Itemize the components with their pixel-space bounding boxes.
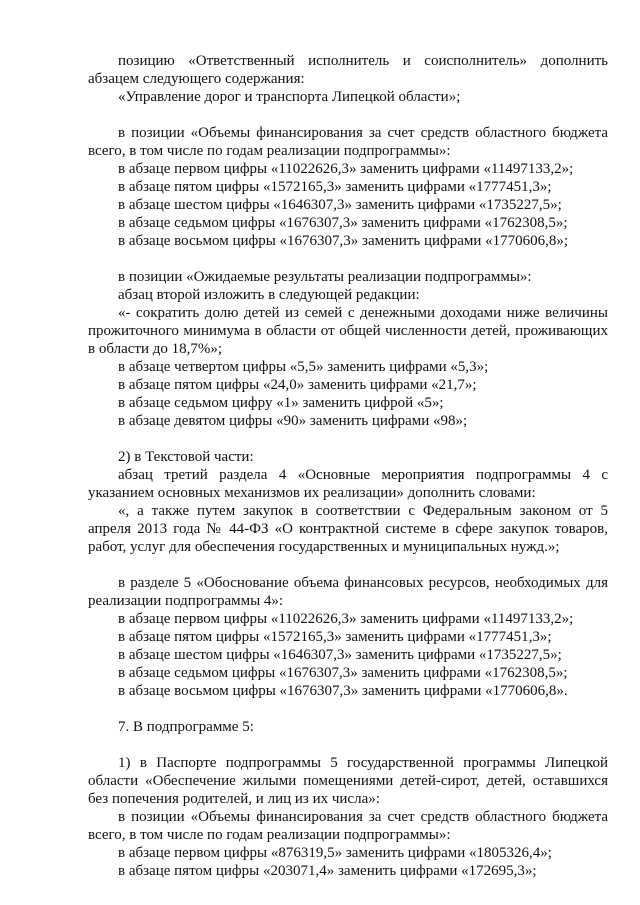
text-paragraph: «, а также путем закупок в соответствии с Федеральным законом от 5 апреля 2013 года № 44-ФЗ «О контрактной системе в сфере закупок товаров, работ, услуг для обеспечения государственных и муниципальных нужд.»; bbox=[88, 503, 608, 555]
text-paragraph: «- сократить долю детей из семей с денежными доходами ниже величины прожиточного минимума в области от общей численности детей, проживающих в области до 18,7%»; bbox=[88, 305, 608, 357]
paragraph-gap bbox=[88, 700, 608, 718]
text-line: в абзаце седьмом цифры «1676307,3» заменить цифрами «1762308,5»; bbox=[118, 215, 568, 231]
text-line: в позиции «Ожидаемые результаты реализации подпрограммы»: bbox=[118, 269, 532, 285]
text-line: абзац второй изложить в следующей редакции: bbox=[118, 287, 420, 303]
text-line: в абзаце четвертом цифры «5,5» заменить цифрами «5,3»; bbox=[118, 359, 489, 375]
paragraph-gap bbox=[88, 430, 608, 448]
text-paragraph: в разделе 5 «Обоснование объема финансовых ресурсов, необходимых для реализации подпрограммы 4»: bbox=[88, 575, 608, 609]
text-line: в абзаце пятом цифры «24,0» заменить цифрами «21,7»; bbox=[118, 377, 477, 393]
text-line: в абзаце пятом цифры «1572165,3» заменить цифрами «1777451,3»; bbox=[118, 629, 552, 645]
text-line: в абзаце девятом цифры «90» заменить цифрами «98»; bbox=[118, 413, 468, 429]
paragraph-gap bbox=[88, 106, 608, 124]
text-paragraph: абзац третий раздела 4 «Основные мероприятия подпрограммы 4 с указанием основных механизмов их реализации» дополнить словами: bbox=[88, 467, 608, 501]
text-line: в абзаце пятом цифры «1572165,3» заменить цифрами «1777451,3»; bbox=[118, 179, 552, 195]
text-line: позицию «Ответственный исполнитель и соисполнитель» дополнить bbox=[118, 53, 608, 69]
text-line: в абзаце восьмом цифры «1676307,3» заменить цифрами «1770606,8». bbox=[118, 683, 568, 699]
text-line: в абзаце шестом цифры «1646307,3» заменить цифрами «1735227,5»; bbox=[118, 197, 562, 213]
text-line: 2) в Текстовой части: bbox=[118, 449, 254, 465]
text-line: абзацем следующего содержания: bbox=[88, 71, 305, 87]
text-line: в абзаце седьмом цифры «1676307,3» заменить цифрами «1762308,5»; bbox=[118, 665, 568, 681]
text-line: в абзаце шестом цифры «1646307,3» заменить цифрами «1735227,5»; bbox=[118, 647, 562, 663]
section-heading: 7. В подпрограмме 5: bbox=[118, 719, 254, 735]
text-line: в абзаце седьмом цифру «1» заменить цифрой «5»; bbox=[118, 395, 444, 411]
paragraph-gap bbox=[88, 250, 608, 268]
text-paragraph: в позиции «Объемы финансирования за счет средств областного бюджета всего, в том числе по годам реализации подпрограммы»: bbox=[88, 809, 608, 843]
paragraph-gap bbox=[88, 736, 608, 754]
text-line: в абзаце пятом цифры «203071,4» заменить цифрами «172695,3»; bbox=[118, 863, 537, 879]
text-line: в абзаце первом цифры «11022626,3» заменить цифрами «11497133,2»; bbox=[118, 161, 574, 177]
document-body bbox=[88, 52, 608, 880]
text-line: в абзаце первом цифры «876319,5» заменить цифрами «1805326,4»; bbox=[118, 845, 552, 861]
text-line: в абзаце восьмом цифры «1676307,3» заменить цифрами «1770606,8»; bbox=[118, 233, 569, 249]
text-paragraph: 1) в Паспорте подпрограммы 5 государственной программы Липецкой области «Обеспечение жилыми помещениями детей-сирот, детей, оставшихся без попечения родителей, и лиц из их числа»: bbox=[88, 755, 608, 807]
text-paragraph: в позиции «Объемы финансирования за счет средств областного бюджета всего, в том числе по годам реализации подпрограммы»: bbox=[88, 125, 608, 159]
paragraph-gap bbox=[88, 556, 608, 574]
text-line: «Управление дорог и транспорта Липецкой области»; bbox=[118, 89, 461, 105]
text-line: в абзаце первом цифры «11022626,3» заменить цифрами «11497133,2»; bbox=[118, 611, 574, 627]
